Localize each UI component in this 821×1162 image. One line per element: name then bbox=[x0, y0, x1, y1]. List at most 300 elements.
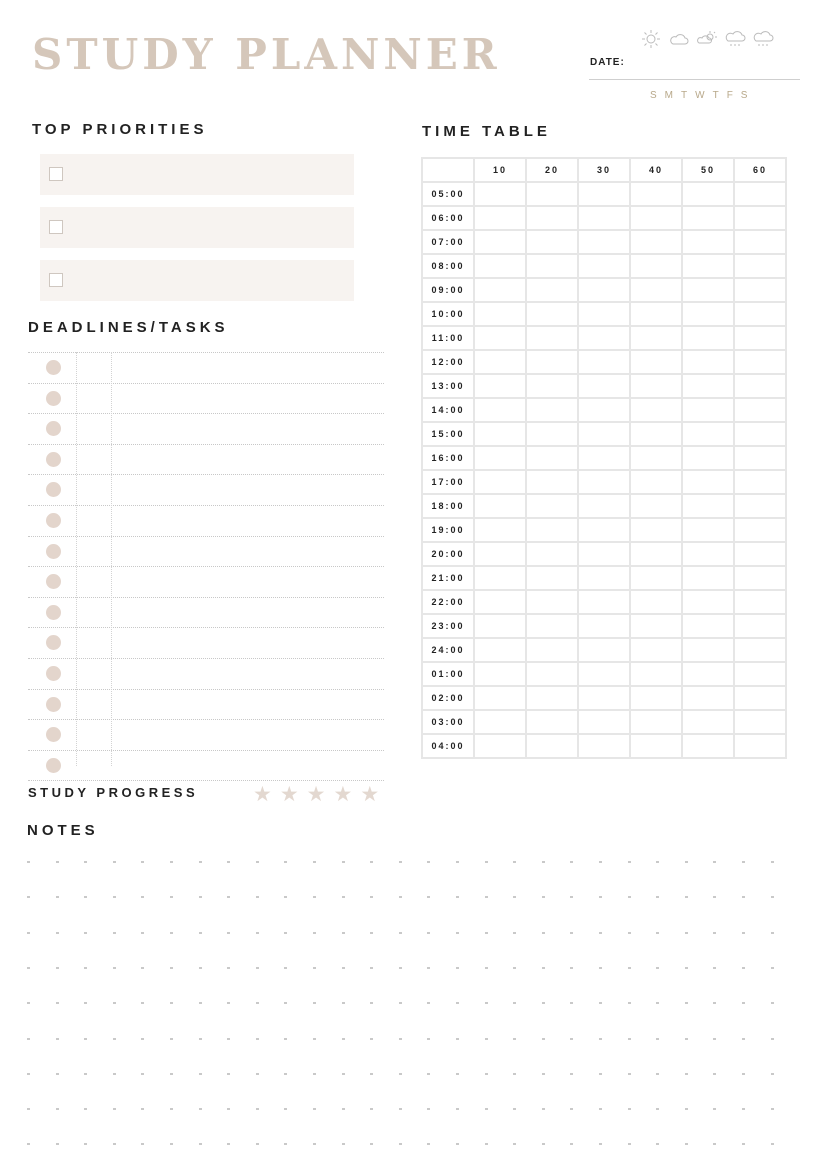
time-slot-cell[interactable] bbox=[578, 686, 630, 710]
time-slot-cell[interactable] bbox=[578, 542, 630, 566]
time-slot-cell[interactable] bbox=[734, 518, 786, 542]
time-slot-cell[interactable] bbox=[682, 614, 734, 638]
time-slot-cell[interactable] bbox=[734, 326, 786, 350]
time-slot-cell[interactable] bbox=[682, 182, 734, 206]
priority-item[interactable] bbox=[40, 154, 354, 195]
time-slot-cell[interactable] bbox=[474, 614, 526, 638]
time-slot-cell[interactable] bbox=[630, 590, 682, 614]
grid-dot bbox=[256, 1038, 259, 1040]
time-slot-cell[interactable] bbox=[474, 662, 526, 686]
grid-dot bbox=[628, 1038, 631, 1040]
hour-label: 18:00 bbox=[422, 494, 474, 518]
time-slot-cell[interactable] bbox=[682, 302, 734, 326]
time-slot-cell[interactable] bbox=[630, 446, 682, 470]
weekday-4[interactable]: T bbox=[712, 90, 719, 101]
time-slot-cell[interactable] bbox=[578, 326, 630, 350]
grid-dot bbox=[399, 967, 402, 969]
time-slot-cell[interactable] bbox=[682, 494, 734, 518]
grid-dot bbox=[370, 1038, 373, 1040]
star-icon[interactable]: ★ bbox=[360, 783, 380, 806]
time-slot-cell[interactable] bbox=[682, 470, 734, 494]
grid-dot bbox=[771, 1073, 774, 1075]
time-slot-cell[interactable] bbox=[682, 710, 734, 734]
cloud-icon[interactable] bbox=[668, 28, 690, 50]
time-slot-cell[interactable] bbox=[630, 422, 682, 446]
time-slot-cell[interactable] bbox=[682, 350, 734, 374]
time-slot-cell[interactable] bbox=[578, 734, 630, 758]
grid-dot bbox=[456, 861, 459, 863]
grid-dot bbox=[284, 1108, 287, 1110]
grid-dot bbox=[27, 1143, 30, 1145]
time-slot-cell[interactable] bbox=[630, 230, 682, 254]
time-slot-cell[interactable] bbox=[526, 374, 578, 398]
time-slot-cell[interactable] bbox=[526, 182, 578, 206]
time-slot-cell[interactable] bbox=[474, 374, 526, 398]
weekday-1[interactable]: M bbox=[664, 90, 674, 101]
time-slot-cell[interactable] bbox=[578, 494, 630, 518]
time-slot-cell[interactable] bbox=[474, 398, 526, 422]
time-slot-cell[interactable] bbox=[578, 302, 630, 326]
star-icon[interactable]: ★ bbox=[279, 783, 299, 806]
grid-dot bbox=[599, 932, 602, 934]
grid-dot bbox=[256, 896, 259, 898]
time-slot-cell[interactable] bbox=[474, 446, 526, 470]
hour-label: 09:00 bbox=[422, 278, 474, 302]
time-slot-cell[interactable] bbox=[630, 494, 682, 518]
grid-dot bbox=[370, 967, 373, 969]
time-slot-cell[interactable] bbox=[526, 278, 578, 302]
time-slot-cell[interactable] bbox=[630, 278, 682, 302]
grid-dot bbox=[170, 1143, 173, 1145]
task-row[interactable] bbox=[28, 474, 384, 505]
grid-dot bbox=[542, 1108, 545, 1110]
time-slot-cell[interactable] bbox=[474, 686, 526, 710]
grid-dot bbox=[628, 1143, 631, 1145]
task-row[interactable] bbox=[28, 536, 384, 567]
grid-dot bbox=[141, 1108, 144, 1110]
column-header: 40 bbox=[630, 158, 682, 182]
weekday-3[interactable]: W bbox=[695, 90, 705, 101]
time-slot-cell[interactable] bbox=[682, 734, 734, 758]
time-slot-cell[interactable] bbox=[630, 470, 682, 494]
time-slot-cell[interactable] bbox=[474, 470, 526, 494]
grid-dot bbox=[427, 896, 430, 898]
date-field[interactable] bbox=[589, 79, 800, 80]
time-slot-cell[interactable] bbox=[526, 710, 578, 734]
grid-dot bbox=[141, 861, 144, 863]
time-slot-cell[interactable] bbox=[630, 302, 682, 326]
time-slot-cell[interactable] bbox=[474, 590, 526, 614]
weather-icons bbox=[640, 28, 774, 50]
time-slot-cell[interactable] bbox=[734, 590, 786, 614]
time-slot-cell[interactable] bbox=[630, 326, 682, 350]
time-slot-cell[interactable] bbox=[630, 542, 682, 566]
grid-dot bbox=[56, 967, 59, 969]
table-row bbox=[422, 182, 786, 206]
hour-label: 15:00 bbox=[422, 422, 474, 446]
time-slot-cell[interactable] bbox=[526, 662, 578, 686]
grid-dot bbox=[628, 861, 631, 863]
table-row bbox=[422, 734, 786, 758]
grid-dot bbox=[170, 1108, 173, 1110]
weekday-6[interactable]: S bbox=[740, 90, 748, 101]
time-slot-cell[interactable] bbox=[578, 422, 630, 446]
time-slot-cell[interactable] bbox=[682, 518, 734, 542]
time-slot-cell[interactable] bbox=[630, 734, 682, 758]
table-row bbox=[422, 710, 786, 734]
time-slot-cell[interactable] bbox=[734, 710, 786, 734]
time-slot-cell[interactable] bbox=[734, 206, 786, 230]
grid-dot bbox=[284, 861, 287, 863]
time-slot-cell[interactable] bbox=[630, 710, 682, 734]
grid-dot bbox=[685, 861, 688, 863]
time-slot-cell[interactable] bbox=[682, 278, 734, 302]
time-slot-cell[interactable] bbox=[578, 398, 630, 422]
grid-dot bbox=[170, 1002, 173, 1004]
grid-dot bbox=[628, 967, 631, 969]
time-slot-cell[interactable] bbox=[526, 302, 578, 326]
task-row[interactable] bbox=[28, 719, 384, 750]
time-slot-cell[interactable] bbox=[630, 614, 682, 638]
grid-dot bbox=[399, 896, 402, 898]
time-slot-cell[interactable] bbox=[474, 254, 526, 278]
time-slot-cell[interactable] bbox=[682, 590, 734, 614]
priority-checkbox[interactable] bbox=[49, 273, 63, 287]
time-slot-cell[interactable] bbox=[734, 254, 786, 278]
time-slot-cell[interactable] bbox=[526, 614, 578, 638]
grid-dot bbox=[628, 1073, 631, 1075]
hour-label: 22:00 bbox=[422, 590, 474, 614]
time-slot-cell[interactable] bbox=[578, 374, 630, 398]
time-slot-cell[interactable] bbox=[578, 254, 630, 278]
rain-cloud-icon[interactable] bbox=[724, 28, 746, 50]
time-slot-cell[interactable] bbox=[578, 566, 630, 590]
time-slot-cell[interactable] bbox=[474, 230, 526, 254]
hour-label: 01:00 bbox=[422, 662, 474, 686]
time-slot-cell[interactable] bbox=[734, 470, 786, 494]
time-slot-cell[interactable] bbox=[734, 278, 786, 302]
grid-dot bbox=[313, 1108, 316, 1110]
time-slot-cell[interactable] bbox=[734, 662, 786, 686]
time-slot-cell[interactable] bbox=[474, 566, 526, 590]
grid-dot bbox=[284, 1038, 287, 1040]
task-row[interactable] bbox=[28, 566, 384, 597]
sun-icon[interactable] bbox=[640, 28, 662, 50]
time-slot-cell[interactable] bbox=[474, 182, 526, 206]
time-slot-cell[interactable] bbox=[526, 446, 578, 470]
time-slot-cell[interactable] bbox=[526, 542, 578, 566]
grid-dot bbox=[542, 967, 545, 969]
grid-dot bbox=[570, 932, 573, 934]
table-row bbox=[422, 494, 786, 518]
time-slot-cell[interactable] bbox=[630, 518, 682, 542]
priority-item[interactable] bbox=[40, 260, 354, 301]
grid-dot bbox=[313, 1073, 316, 1075]
time-slot-cell[interactable] bbox=[682, 230, 734, 254]
hour-label: 16:00 bbox=[422, 446, 474, 470]
grid-dot bbox=[513, 967, 516, 969]
time-slot-cell[interactable] bbox=[682, 254, 734, 278]
grid-dot bbox=[685, 1108, 688, 1110]
grid-dot bbox=[399, 1073, 402, 1075]
task-row[interactable] bbox=[28, 413, 384, 444]
grid-dot bbox=[656, 896, 659, 898]
grid-dot bbox=[771, 1143, 774, 1145]
table-row bbox=[422, 326, 786, 350]
grid-dot bbox=[256, 861, 259, 863]
star-icon[interactable]: ★ bbox=[253, 783, 272, 806]
grid-dot bbox=[628, 1108, 631, 1110]
grid-dot bbox=[256, 1108, 259, 1110]
grid-dot bbox=[199, 1108, 202, 1110]
time-slot-cell[interactable] bbox=[578, 638, 630, 662]
partly-sunny-icon[interactable] bbox=[696, 28, 718, 50]
grid-dot bbox=[399, 1038, 402, 1040]
time-slot-cell[interactable] bbox=[578, 206, 630, 230]
time-slot-cell[interactable] bbox=[734, 614, 786, 638]
time-slot-cell[interactable] bbox=[578, 278, 630, 302]
task-row[interactable] bbox=[28, 597, 384, 628]
time-slot-cell[interactable] bbox=[578, 470, 630, 494]
grid-dot bbox=[199, 1073, 202, 1075]
time-slot-cell[interactable] bbox=[682, 422, 734, 446]
time-slot-cell[interactable] bbox=[734, 422, 786, 446]
time-slot-cell[interactable] bbox=[474, 302, 526, 326]
rain-cloud-icon[interactable] bbox=[752, 28, 774, 50]
time-slot-cell[interactable] bbox=[474, 638, 526, 662]
time-slot-cell[interactable] bbox=[682, 662, 734, 686]
task-row[interactable] bbox=[28, 689, 384, 720]
weekday-selector bbox=[650, 90, 747, 101]
grid-dot bbox=[342, 932, 345, 934]
time-slot-cell[interactable] bbox=[734, 734, 786, 758]
weekday-5[interactable]: F bbox=[726, 90, 733, 101]
time-slot-cell[interactable] bbox=[630, 398, 682, 422]
time-slot-cell[interactable] bbox=[578, 518, 630, 542]
time-slot-cell[interactable] bbox=[526, 206, 578, 230]
time-slot-cell[interactable] bbox=[474, 494, 526, 518]
time-slot-cell[interactable] bbox=[682, 398, 734, 422]
time-slot-cell[interactable] bbox=[630, 350, 682, 374]
time-slot-cell[interactable] bbox=[526, 230, 578, 254]
grid-dot bbox=[427, 1002, 430, 1004]
grid-dot bbox=[113, 1143, 116, 1145]
hour-label: 21:00 bbox=[422, 566, 474, 590]
grid-dot bbox=[513, 1002, 516, 1004]
table-row bbox=[422, 662, 786, 686]
table-row bbox=[422, 686, 786, 710]
grid-dot bbox=[141, 1073, 144, 1075]
time-slot-cell[interactable] bbox=[474, 710, 526, 734]
grid-dot bbox=[256, 932, 259, 934]
priority-item[interactable] bbox=[40, 207, 354, 248]
time-slot-cell[interactable] bbox=[630, 206, 682, 230]
grid-dot bbox=[199, 1143, 202, 1145]
time-slot-cell[interactable] bbox=[734, 374, 786, 398]
grid-dot bbox=[56, 1073, 59, 1075]
task-row[interactable] bbox=[28, 352, 384, 383]
time-slot-cell[interactable] bbox=[630, 686, 682, 710]
task-row[interactable] bbox=[28, 750, 384, 782]
task-row[interactable] bbox=[28, 444, 384, 475]
weekday-2[interactable]: T bbox=[681, 90, 688, 101]
time-slot-cell[interactable] bbox=[526, 518, 578, 542]
weekday-0[interactable]: S bbox=[650, 90, 657, 101]
time-slot-cell[interactable] bbox=[734, 446, 786, 470]
grid-dot bbox=[771, 1038, 774, 1040]
time-slot-cell[interactable] bbox=[526, 350, 578, 374]
grid-dot bbox=[227, 1108, 230, 1110]
hour-label: 02:00 bbox=[422, 686, 474, 710]
grid-dot bbox=[599, 896, 602, 898]
grid-dot bbox=[342, 896, 345, 898]
grid-dot bbox=[570, 1002, 573, 1004]
grid-dot bbox=[342, 1038, 345, 1040]
time-slot-cell[interactable] bbox=[474, 542, 526, 566]
time-slot-cell[interactable] bbox=[526, 566, 578, 590]
time-slot-cell[interactable] bbox=[630, 182, 682, 206]
table-row bbox=[422, 278, 786, 302]
table-row bbox=[422, 470, 786, 494]
priority-checkbox[interactable] bbox=[49, 220, 63, 234]
time-slot-cell[interactable] bbox=[474, 326, 526, 350]
grid-dot bbox=[284, 967, 287, 969]
time-slot-cell[interactable] bbox=[578, 350, 630, 374]
time-slot-cell[interactable] bbox=[578, 182, 630, 206]
grid-dot bbox=[27, 967, 30, 969]
time-slot-cell[interactable] bbox=[630, 374, 682, 398]
time-slot-cell[interactable] bbox=[578, 446, 630, 470]
bullet-dot bbox=[46, 635, 61, 650]
star-icon[interactable]: ★ bbox=[306, 783, 326, 806]
time-slot-cell[interactable] bbox=[474, 734, 526, 758]
table-row bbox=[422, 518, 786, 542]
time-slot-cell[interactable] bbox=[734, 686, 786, 710]
grid-dot bbox=[513, 1073, 516, 1075]
time-slot-cell[interactable] bbox=[474, 206, 526, 230]
time-slot-cell[interactable] bbox=[474, 350, 526, 374]
time-slot-cell[interactable] bbox=[526, 494, 578, 518]
time-slot-cell[interactable] bbox=[682, 206, 734, 230]
grid-dot bbox=[199, 1038, 202, 1040]
grid-dot bbox=[485, 1073, 488, 1075]
grid-dot bbox=[199, 1002, 202, 1004]
grid-dot bbox=[628, 932, 631, 934]
time-slot-cell[interactable] bbox=[682, 566, 734, 590]
grid-dot bbox=[628, 896, 631, 898]
grid-dot bbox=[713, 896, 716, 898]
grid-dot bbox=[27, 896, 30, 898]
time-slot-cell[interactable] bbox=[682, 686, 734, 710]
time-slot-cell[interactable] bbox=[630, 566, 682, 590]
study-progress-rating bbox=[253, 782, 379, 807]
grid-dot bbox=[742, 1002, 745, 1004]
task-row[interactable] bbox=[28, 627, 384, 658]
grid-dot bbox=[84, 1038, 87, 1040]
time-slot-cell[interactable] bbox=[734, 494, 786, 518]
grid-dot bbox=[427, 932, 430, 934]
time-slot-cell[interactable] bbox=[682, 374, 734, 398]
time-slot-cell[interactable] bbox=[734, 182, 786, 206]
time-slot-cell[interactable] bbox=[734, 542, 786, 566]
grid-dot bbox=[485, 932, 488, 934]
grid-dot bbox=[513, 896, 516, 898]
grid-dot bbox=[27, 1073, 30, 1075]
column-header: 60 bbox=[734, 158, 786, 182]
time-slot-cell[interactable] bbox=[630, 254, 682, 278]
time-slot-cell[interactable] bbox=[630, 638, 682, 662]
grid-dot bbox=[113, 861, 116, 863]
time-slot-cell[interactable] bbox=[474, 422, 526, 446]
time-slot-cell[interactable] bbox=[526, 422, 578, 446]
grid-dot bbox=[284, 896, 287, 898]
grid-dot bbox=[485, 1108, 488, 1110]
time-slot-cell[interactable] bbox=[526, 686, 578, 710]
time-slot-cell[interactable] bbox=[734, 302, 786, 326]
star-icon[interactable]: ★ bbox=[333, 783, 353, 806]
grid-dot bbox=[342, 1002, 345, 1004]
task-row[interactable] bbox=[28, 383, 384, 414]
time-slot-cell[interactable] bbox=[682, 542, 734, 566]
grid-dot bbox=[485, 1002, 488, 1004]
grid-dot bbox=[570, 967, 573, 969]
time-slot-cell[interactable] bbox=[474, 278, 526, 302]
time-slot-cell[interactable] bbox=[734, 566, 786, 590]
time-slot-cell[interactable] bbox=[578, 710, 630, 734]
grid-dot bbox=[199, 932, 202, 934]
grid-dot bbox=[713, 861, 716, 863]
grid-dot bbox=[742, 1038, 745, 1040]
time-slot-cell[interactable] bbox=[682, 446, 734, 470]
time-slot-cell[interactable] bbox=[682, 326, 734, 350]
grid-dot bbox=[113, 1002, 116, 1004]
hour-label: 11:00 bbox=[422, 326, 474, 350]
time-slot-cell[interactable] bbox=[526, 638, 578, 662]
task-row[interactable] bbox=[28, 505, 384, 536]
grid-dot bbox=[399, 1108, 402, 1110]
time-slot-cell[interactable] bbox=[578, 230, 630, 254]
task-row[interactable] bbox=[28, 658, 384, 689]
time-slot-cell[interactable] bbox=[578, 662, 630, 686]
grid-dot bbox=[713, 1073, 716, 1075]
time-slot-cell[interactable] bbox=[630, 662, 682, 686]
top-priorities-heading: TOP PRIORITIES bbox=[32, 121, 208, 138]
grid-dot bbox=[542, 932, 545, 934]
time-slot-cell[interactable] bbox=[526, 398, 578, 422]
time-slot-cell[interactable] bbox=[526, 470, 578, 494]
grid-dot bbox=[742, 896, 745, 898]
time-slot-cell[interactable] bbox=[474, 518, 526, 542]
priority-checkbox[interactable] bbox=[49, 167, 63, 181]
time-slot-cell[interactable] bbox=[578, 590, 630, 614]
time-slot-cell[interactable] bbox=[682, 638, 734, 662]
time-slot-cell[interactable] bbox=[578, 614, 630, 638]
time-slot-cell[interactable] bbox=[734, 230, 786, 254]
time-slot-cell[interactable] bbox=[734, 638, 786, 662]
time-slot-cell[interactable] bbox=[734, 350, 786, 374]
time-slot-cell[interactable] bbox=[734, 398, 786, 422]
time-slot-cell[interactable] bbox=[526, 254, 578, 278]
time-slot-cell[interactable] bbox=[526, 590, 578, 614]
bullet-dot bbox=[46, 482, 61, 497]
time-slot-cell[interactable] bbox=[526, 734, 578, 758]
grid-dot bbox=[656, 1002, 659, 1004]
table-row bbox=[422, 398, 786, 422]
grid-dot bbox=[284, 1143, 287, 1145]
grid-dot bbox=[56, 1143, 59, 1145]
table-row bbox=[422, 614, 786, 638]
time-slot-cell[interactable] bbox=[526, 326, 578, 350]
